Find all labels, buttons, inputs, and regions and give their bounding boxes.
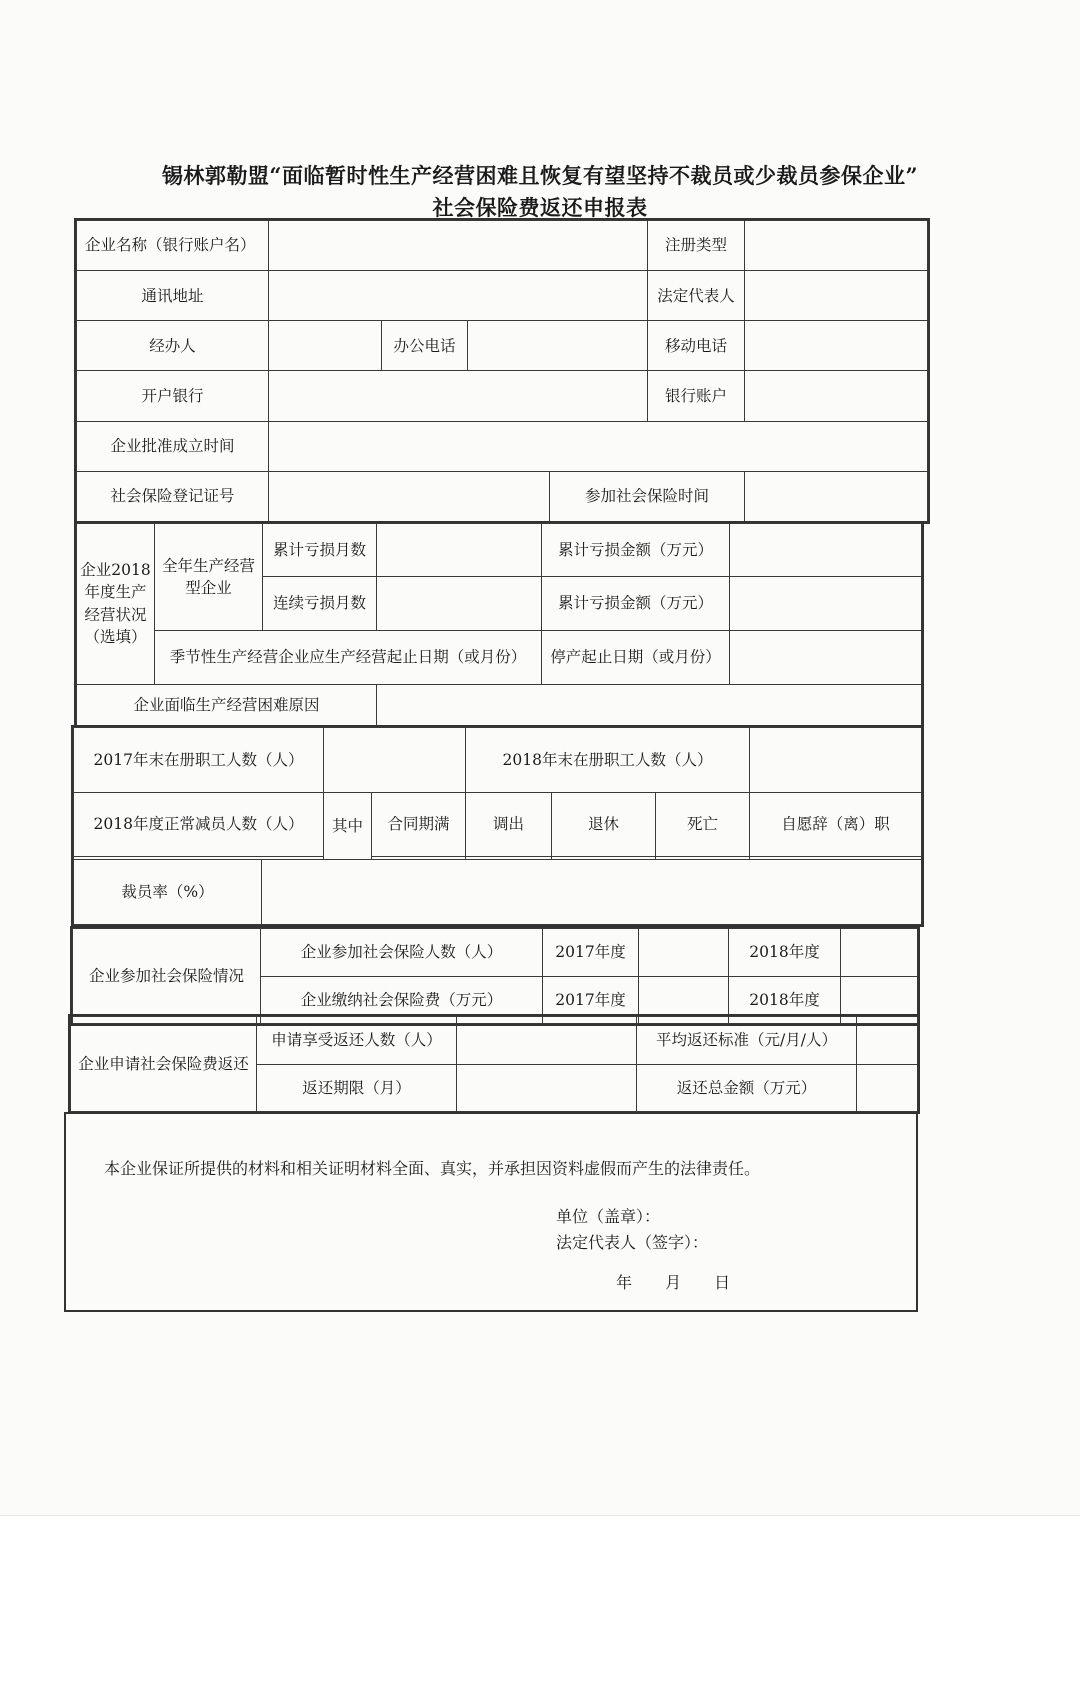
operation-section: [74, 521, 924, 728]
halt-label: 停产起止日期（或月份）: [542, 630, 730, 684]
company-name-label: 企业名称（银行账户名）: [77, 221, 269, 271]
among-label: 其中: [324, 792, 372, 859]
ins-fee-2018-label: 2018年度: [729, 976, 841, 1024]
declaration-text: 本企业保证所提供的材料和相关证明材料全面、真实，并承担因资料虚假而产生的法律责任。: [104, 1159, 761, 1178]
halt-field[interactable]: [730, 630, 922, 684]
mobile-field[interactable]: [745, 321, 928, 371]
resign-label: 自愿辞（离）职: [750, 792, 922, 857]
refund-section: [68, 1014, 920, 1114]
handler-field[interactable]: [269, 321, 382, 371]
refund-people-label: 申请享受返还人数（人）: [257, 1017, 457, 1065]
bank-field[interactable]: [269, 371, 648, 421]
cum-loss-amount-label: 累计亏损金额（万元）: [542, 524, 730, 577]
mobile-label: 移动电话: [648, 321, 745, 371]
operation-status-label: 企业2018年度生产经营状况（选填）: [77, 524, 155, 685]
si-join-time-field[interactable]: [745, 471, 928, 521]
form-subtitle: 社会保险费返还申报表: [432, 195, 648, 220]
transfer-label: 调出: [466, 792, 552, 857]
insurance-label: 企业参加社会保险情况: [73, 929, 261, 1024]
founded-field[interactable]: [269, 421, 928, 471]
refund-standard-field[interactable]: [857, 1017, 918, 1065]
ins-people-2018-label: 2018年度: [729, 929, 841, 977]
layoff-rate-field[interactable]: [262, 860, 922, 925]
address-field[interactable]: [269, 271, 648, 321]
ins-fee-label: 企业缴纳社会保险费（万元）: [261, 976, 543, 1024]
ins-people-label: 企业参加社会保险人数（人）: [261, 929, 543, 977]
ins-people-2017-field[interactable]: [639, 929, 729, 977]
cum-loss-months-label: 累计亏损月数: [263, 524, 377, 577]
fullyear-label: 全年生产经营型企业: [155, 524, 263, 631]
refund-label: 企业申请社会保险费返还: [71, 1017, 257, 1112]
company-name-field[interactable]: [269, 221, 648, 271]
date-line[interactable]: 年 月 日: [616, 1273, 731, 1292]
si-reg-no-field[interactable]: [269, 471, 550, 521]
cum-loss-months-field[interactable]: [377, 524, 542, 577]
legal-rep-label: 法定代表人: [648, 271, 745, 321]
ins-fee-2017-label: 2017年度: [543, 976, 639, 1024]
refund-standard-label: 平均返还标准（元/月/人）: [637, 1017, 857, 1065]
form-title: 锡林郭勒盟“面临暂时性生产经营困难且恢复有望坚持不裁员或少裁员参保企业”: [161, 163, 919, 188]
founded-label: 企业批准成立时间: [77, 421, 269, 471]
reg-type-field[interactable]: [745, 221, 928, 271]
cum-loss-amount-label-2: 累计亏损金额（万元）: [542, 577, 730, 630]
bank-label: 开户银行: [77, 371, 269, 421]
difficulty-label: 企业面临生产经营困难原因: [77, 684, 377, 725]
staff-section: [71, 725, 924, 927]
refund-total-field[interactable]: [857, 1064, 918, 1112]
end2017-field[interactable]: [324, 728, 466, 793]
refund-total-label: 返还总金额（万元）: [637, 1064, 857, 1112]
ins-people-2017-label: 2017年度: [543, 929, 639, 977]
basic-info-section: [74, 218, 930, 524]
account-label: 银行账户: [648, 371, 745, 421]
layoff-rate-label: 裁员率（%）: [74, 860, 262, 925]
reg-type-label: 注册类型: [648, 221, 745, 271]
death-label: 死亡: [656, 792, 750, 857]
account-field[interactable]: [745, 371, 928, 421]
signature-line[interactable]: 法定代表人（签字）：: [556, 1233, 709, 1252]
address-label: 通讯地址: [77, 271, 269, 321]
contract-label: 合同期满: [372, 792, 466, 857]
cont-loss-months-field[interactable]: [377, 577, 542, 630]
end2017-label: 2017年末在册职工人数（人）: [74, 728, 324, 793]
declaration-section: [64, 1112, 918, 1312]
refund-period-field[interactable]: [457, 1064, 637, 1112]
refund-people-field[interactable]: [457, 1017, 637, 1065]
si-join-time-label: 参加社会保险时间: [550, 471, 745, 521]
retire-label: 退休: [552, 792, 656, 857]
end2018-label: 2018年末在册职工人数（人）: [466, 728, 750, 793]
refund-period-label: 返还期限（月）: [257, 1064, 457, 1112]
cont-loss-months-label: 连续亏损月数: [263, 577, 377, 630]
end2018-field[interactable]: [750, 728, 922, 793]
legal-rep-field[interactable]: [745, 271, 928, 321]
cum-loss-amount-field-2[interactable]: [730, 577, 922, 630]
ins-people-2018-field[interactable]: [841, 929, 918, 977]
office-phone-field[interactable]: [468, 321, 648, 371]
cum-loss-amount-field[interactable]: [730, 524, 922, 577]
handler-label: 经办人: [77, 321, 269, 371]
seal-line[interactable]: 单位（盖章）：: [556, 1207, 661, 1226]
difficulty-field[interactable]: [377, 684, 922, 725]
office-phone-label: 办公电话: [382, 321, 468, 371]
si-reg-no-label: 社会保险登记证号: [77, 471, 269, 521]
seasonal-label: 季节性生产经营企业应生产经营起止日期（或月份）: [155, 630, 542, 684]
reduced2018-label: 2018年度正常减员人数（人）: [74, 792, 324, 857]
insurance-section: [70, 926, 920, 1026]
